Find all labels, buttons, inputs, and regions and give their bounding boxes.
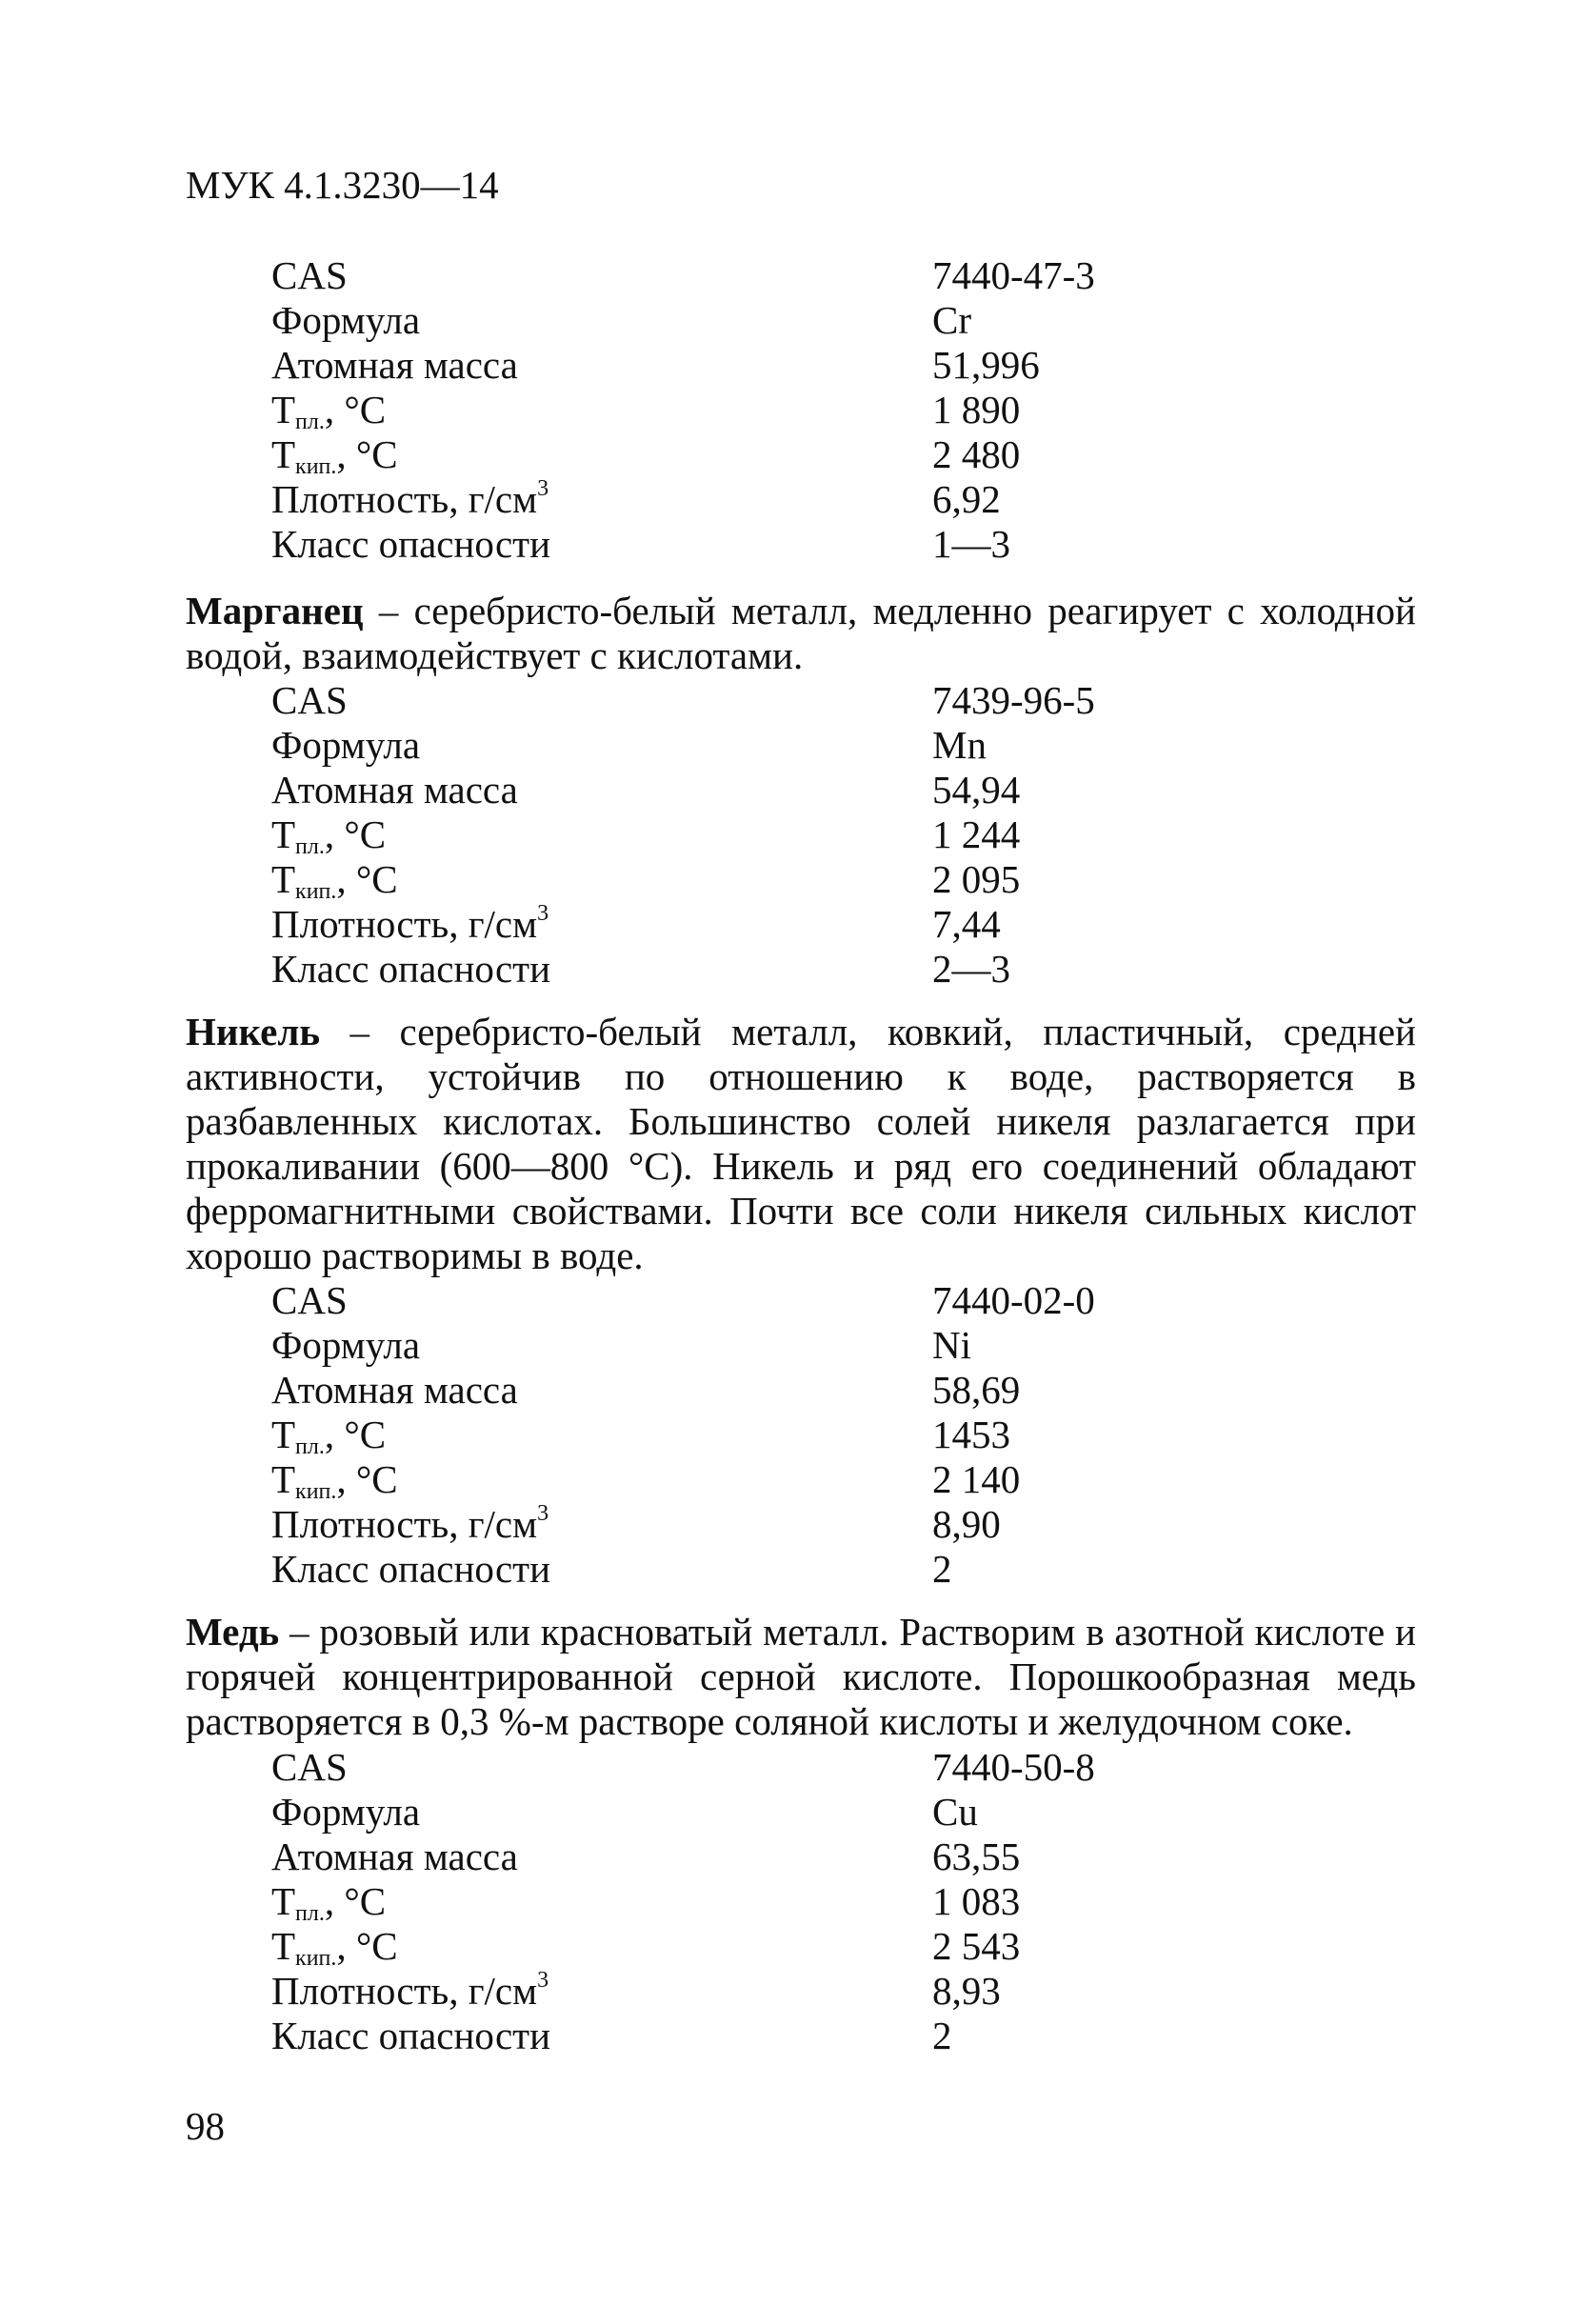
page-number: 98 [186,2104,225,2148]
property-value: 1453 [932,1413,1010,1456]
property-value: Cr [932,298,971,342]
property-label: $Т_{кип.}$, °С [271,432,398,479]
element-description-text: – серебристо-белый металл, ковкий, пластичный, средней активности, устойчив по отношению к воде, растворяется в разбавленных кислотах. Большинство солей никеля разлагается при прокаливании (600—800 °С). Никель и ряд его соединений обладают ферромагнитными свойствами. Почти все соли никеля сильных кислот хорошо растворимы в воде. [186,1010,1416,1277]
property-value: 7,44 [932,902,1001,946]
property-row-boiling-point [271,432,1224,477]
property-label: Атомная масса [271,768,518,812]
manganese-properties-table [271,678,1224,992]
property-label: Плотность, $г/см^3$ [271,476,549,521]
nickel-properties-table [271,1278,1224,1592]
property-row-formula [271,1323,1224,1368]
chromium-properties-table [271,253,1224,567]
property-row-density [271,1969,1224,2014]
property-row-melting-point [271,1413,1224,1457]
element-description-text: – серебристо-белый металл, медленно реагирует с холодной водой, взаимодействует с кислотами. [186,589,1416,677]
property-label: CAS [271,678,348,722]
property-label: Класс опасности [271,1547,551,1591]
property-label: CAS [271,1278,348,1322]
property-row-boiling-point [271,857,1224,902]
property-value: 58,69 [932,1368,1021,1412]
property-value: 7440-02-0 [932,1278,1095,1322]
property-row-melting-point [271,812,1224,857]
element-name: Марганец [186,589,364,632]
property-row-hazard-class [271,947,1224,992]
property-row-cas [271,1745,1224,1790]
property-label: Атомная масса [271,1835,518,1878]
copper-properties-table [271,1745,1224,2058]
property-value: 1 083 [932,1879,1021,1923]
property-value: 2—3 [932,947,1010,991]
property-value: 6,92 [932,477,1001,521]
property-row-atomic-mass [271,1835,1224,1879]
property-label: $Т_{кип.}$, °С [271,857,398,904]
property-value: Cu [932,1790,978,1834]
property-value: Mn [932,723,987,767]
property-row-cas [271,1278,1224,1323]
property-value: 1 244 [932,812,1021,856]
property-label: Плотность, $г/см^3$ [271,1968,549,2013]
property-value: 63,55 [932,1835,1021,1878]
property-value: 2 543 [932,1924,1021,1968]
property-value: 1—3 [932,522,1010,566]
property-row-melting-point [271,388,1224,432]
property-row-hazard-class [271,522,1224,567]
copper-description [186,1610,1416,1744]
property-row-atomic-mass [271,768,1224,812]
property-value: 2 095 [932,857,1021,901]
property-label: Формула [271,723,421,767]
property-label: Класс опасности [271,2014,551,2057]
property-value: 1 890 [932,388,1021,431]
property-label: $Т_{пл.}$, °С [271,812,387,859]
element-name: Медь [186,1610,280,1654]
property-row-density [271,1502,1224,1547]
property-value: 51,996 [932,343,1040,387]
element-description-text: – розовый или красноватый металл. Растворим в азотной кислоте и горячей концентрированной серной кислоте. Порошкообразная медь растворяется в 0,3 %-м растворе соляной кислоты и желудочном соке. [186,1610,1416,1743]
property-row-boiling-point [271,1924,1224,1969]
property-value: Ni [932,1323,971,1367]
property-row-cas [271,678,1224,723]
property-label: Формула [271,1323,421,1367]
property-value: 8,93 [932,1969,1001,2013]
property-label: Формула [271,1790,421,1834]
manganese-description [186,589,1416,678]
nickel-description [186,1010,1416,1278]
property-label: Плотность, $г/см^3$ [271,901,549,946]
property-value: 54,94 [932,768,1021,812]
property-row-cas [271,253,1224,298]
property-row-boiling-point [271,1457,1224,1502]
property-row-formula [271,723,1224,768]
property-label: $Т_{кип.}$, °С [271,1457,398,1504]
property-value: 2 [932,2014,952,2057]
property-row-formula [271,1790,1224,1835]
property-label: Класс опасности [271,522,551,566]
property-label: $Т_{пл.}$, °С [271,1413,387,1459]
property-value: 2 140 [932,1457,1021,1501]
property-row-formula [271,298,1224,343]
property-label: CAS [271,253,348,297]
property-row-atomic-mass [271,343,1224,388]
property-row-density [271,902,1224,947]
property-label: $Т_{пл.}$, °С [271,388,387,434]
property-label: CAS [271,1745,348,1789]
property-label: Плотность, $г/см^3$ [271,1501,549,1546]
property-row-hazard-class [271,1547,1224,1592]
property-value: 7440-47-3 [932,253,1095,297]
property-value: 2 480 [932,432,1021,476]
property-row-atomic-mass [271,1368,1224,1413]
document-header: МУК 4.1.3230—14 [186,163,499,207]
element-name: Никель [186,1010,320,1053]
property-label: $Т_{пл.}$, °С [271,1879,387,1926]
property-label: Атомная масса [271,1368,518,1412]
property-value: 7439-96-5 [932,678,1095,722]
property-label: Формула [271,298,421,342]
property-value: 8,90 [932,1502,1001,1546]
property-value: 2 [932,1547,952,1591]
property-value: 7440-50-8 [932,1745,1095,1789]
property-row-hazard-class [271,2014,1224,2058]
property-label: Класс опасности [271,947,551,991]
property-row-melting-point [271,1879,1224,1924]
property-row-density [271,477,1224,522]
property-label: $Т_{кип.}$, °С [271,1924,398,1971]
property-label: Атомная масса [271,343,518,387]
